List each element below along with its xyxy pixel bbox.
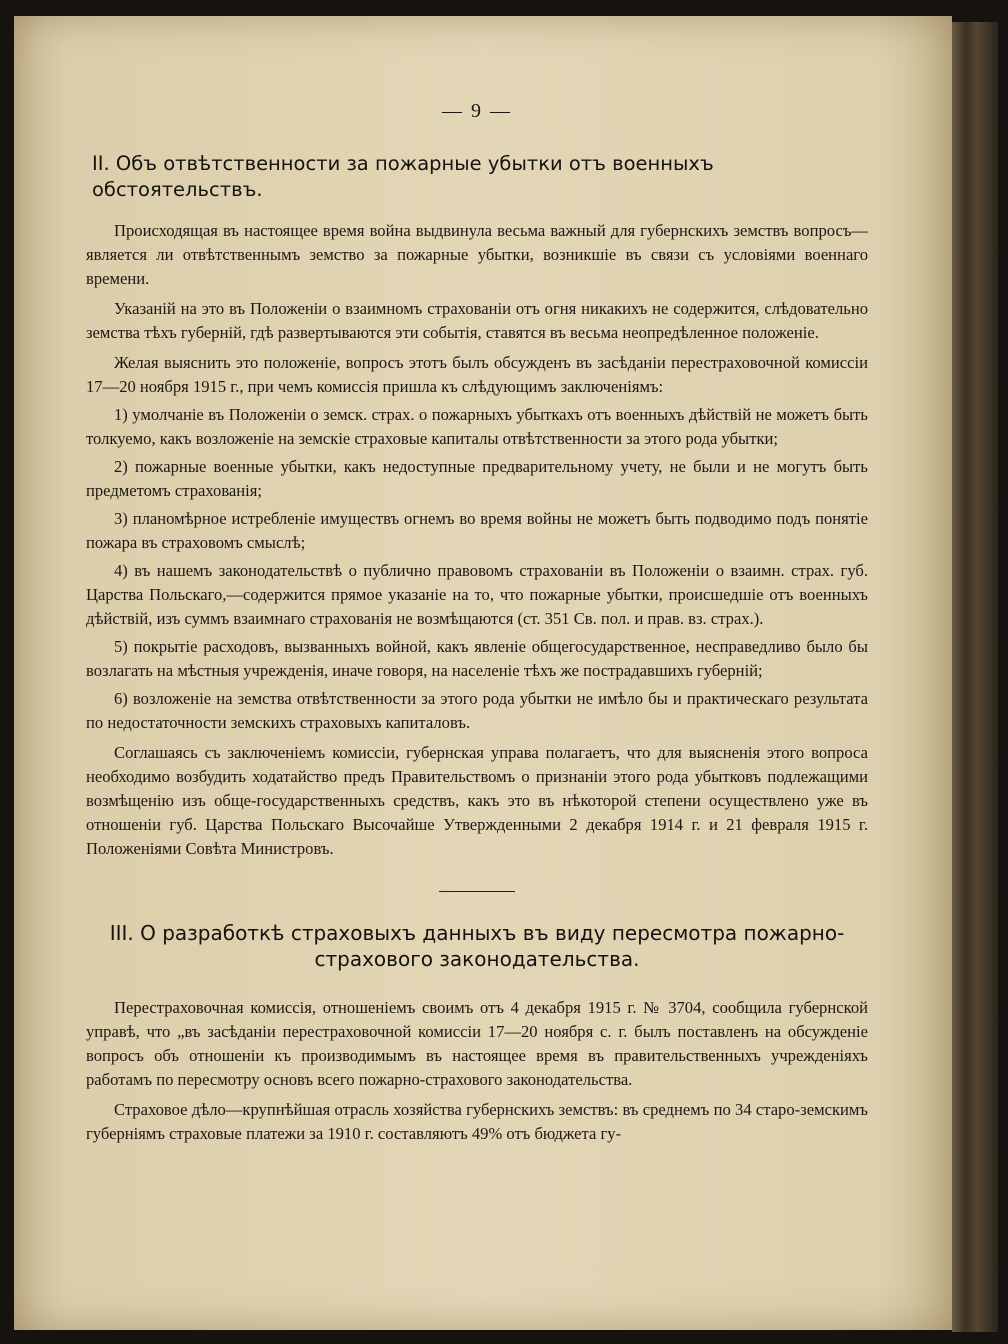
page-content	[86, 100, 868, 1146]
section-3-paragraph: Страховое дѣло—крупнѣйшая отрасль хозяйства губернскихъ земствъ: въ среднемъ по 34 старо-земскимъ губерніямъ страховые платежи за 1910 г. составляютъ 49% отъ бюджета гу-	[86, 1100, 868, 1143]
conclusion-item: 3) планомѣрное истребленіе имуществъ огнемъ во время войны не можетъ быть подводимо подъ понятіе пожара въ страховомъ смыслѣ;	[86, 509, 868, 552]
conclusion-item: 5) покрытіе расходовъ, вызванныхъ войной, какъ явленіе общегосударственное, несправедливо было бы возлагать на мѣстныя учрежденія, иначе говоря, на населеніе тѣхъ же пострадавшихъ губерній;	[86, 637, 868, 680]
page-number: — 9 —	[442, 100, 512, 122]
book-edge	[952, 22, 998, 1332]
conclusion-item: 1) умолчаніе въ Положеніи о земск. страх. о пожарныхъ убыткахъ отъ военныхъ дѣйствій не можетъ быть толкуемо, какъ возложеніе на земскіе страховые капиталы отвѣтственности за этого рода убытки;	[86, 405, 868, 448]
conclusion-item: 4) въ нашемъ законодательствѣ о публично правовомъ страхованіи въ Положеніи о взаимн. страх. губ. Царства Польскаго,—содержится прямое указаніе на то, что пожарные убытки, происшедшіе отъ военныхъ дѣйствій, изъ суммъ взаимнаго страхованія не возмѣщаются (ст. 351 Св. пол. и прав. вз. страх.).	[86, 561, 868, 628]
section-2-title: II. Объ отвѣтственности за пожарные убытки отъ военныхъ обстоятельствъ.	[92, 152, 714, 201]
conclusion-item: 6) возложеніе на земства отвѣтственности за этого рода убытки не имѣло бы и практическаго результата по недостаточности земскихъ страховыхъ капиталовъ.	[86, 689, 868, 732]
section-3-title: III. О разработкѣ страховыхъ данныхъ въ виду пересмотра пожарно-страхового законодательства.	[109, 921, 845, 971]
section-2-paragraph: Указаній на это въ Положеніи о взаимномъ страхованіи отъ огня никакихъ не содержится, слѣдовательно земства тѣхъ губерній, гдѣ развертываются эти событія, ставятся въ весьма неопредѣленное положеніе.	[86, 299, 868, 342]
section-2-paragraph: Происходящая въ настоящее время война выдвинула весьма важный для губернскихъ земствъ вопросъ—является ли отвѣтственнымъ земство за пожарные убытки, возникшіе въ связи съ условіями военнаго времени.	[86, 221, 868, 288]
section-2-paragraph: Желая выяснить это положеніе, вопросъ этотъ былъ обсужденъ въ засѣданіи перестраховочной комиссіи 17—20 ноября 1915 г., при чемъ комиссія пришла къ слѣдующимъ заключеніямъ:	[86, 353, 868, 396]
conclusion-item: 2) пожарные военные убытки, какъ недоступные предварительному учету, не были и не могутъ быть предметомъ страхованія;	[86, 457, 868, 500]
section-3-paragraph: Перестраховочная комиссія, отношеніемъ своимъ отъ 4 декабря 1915 г. № 3704, сообщила губернской управѣ, что „въ засѣданіи перестраховочной комиссіи 17—20 ноября с. г. былъ поставленъ на обсужденіе вопросъ объ отношеніи къ производимымъ въ настоящее время въ правительственныхъ учрежденіяхъ работамъ по пересмотру основъ всего пожарно-страхового законодательства.	[86, 998, 868, 1089]
section-2-closing: Соглашаясь съ заключеніемъ комиссіи, губернская управа полагаетъ, что для выясненія этого вопроса необходимо возбудить ходатайство предъ Правительствомъ о признаніи этого рода убытковъ подлежащими возмѣщенію изъ обще-государственныхъ средствъ, какъ это въ нѣкоторой степени осуществлено уже въ отношеніи губ. Царства Польскаго Высочайше Утвержденными 2 декабря 1914 г. и 21 февраля 1915 г. Положеніями Совѣта Министровъ.	[86, 743, 868, 858]
section-divider	[439, 891, 515, 892]
